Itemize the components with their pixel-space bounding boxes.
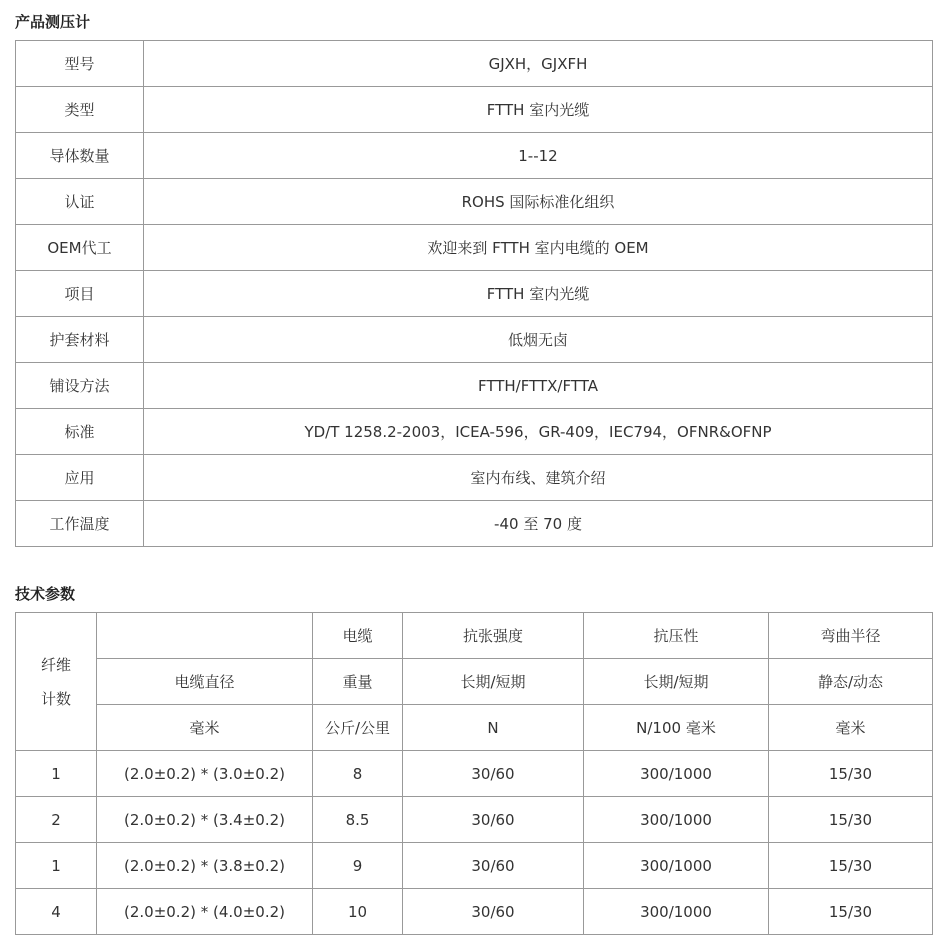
param-row	[16, 843, 933, 889]
spec-row	[16, 179, 933, 225]
param-tensile-cell: 30/60	[403, 889, 584, 935]
spec-row	[16, 271, 933, 317]
spec-label: 导体数量	[16, 133, 144, 179]
spec-label: 工作温度	[16, 501, 144, 547]
tech-params-title: 技术参数	[15, 585, 76, 603]
spec-label: 护套材料	[16, 317, 144, 363]
spec-label: 项目	[16, 271, 144, 317]
param-count-cell: 1	[16, 751, 97, 797]
param-tensile-cell: 30/60	[403, 843, 584, 889]
header-diameter-unit: 毫米	[97, 705, 313, 751]
spec-value: ROHS 国际标准化组织	[144, 179, 933, 225]
param-row	[16, 751, 933, 797]
spec-row	[16, 317, 933, 363]
param-row	[16, 889, 933, 935]
header-row-2	[16, 659, 933, 705]
param-count-cell: 2	[16, 797, 97, 843]
spec-value: 室内布线、建筑介绍	[144, 455, 933, 501]
spec-label: 型号	[16, 41, 144, 87]
header-bend-unit: 毫米	[769, 705, 933, 751]
header-blank	[97, 613, 313, 659]
spec-row	[16, 41, 933, 87]
header-diameter: 电缆直径	[97, 659, 313, 705]
param-crush-cell: 300/1000	[584, 889, 769, 935]
param-bend-cell: 15/30	[769, 797, 933, 843]
param-count-cell: 1	[16, 843, 97, 889]
spec-row	[16, 133, 933, 179]
param-crush-cell: 300/1000	[584, 797, 769, 843]
spec-label: OEM代工	[16, 225, 144, 271]
param-weight-cell: 8	[313, 751, 403, 797]
spec-label: 认证	[16, 179, 144, 225]
param-diameter-cell: (2.0±0.2) * (3.0±0.2)	[97, 751, 313, 797]
param-weight-cell: 10	[313, 889, 403, 935]
param-tensile-cell: 30/60	[403, 751, 584, 797]
param-weight-cell: 9	[313, 843, 403, 889]
param-crush-cell: 300/1000	[584, 843, 769, 889]
spec-row	[16, 501, 933, 547]
spec-value: YD/T 1258.2-2003，ICEA-596，GR-409，IEC794，OFNR&OFNP	[144, 409, 933, 455]
param-diameter-cell: (2.0±0.2) * (3.8±0.2)	[97, 843, 313, 889]
spec-value: FTTH/FTTX/FTTA	[144, 363, 933, 409]
spec-label: 应用	[16, 455, 144, 501]
spec-value: GJXH，GJXFH	[144, 41, 933, 87]
param-diameter-cell: (2.0±0.2) * (4.0±0.2)	[97, 889, 313, 935]
spec-row	[16, 225, 933, 271]
header-tensile-sub: 长期/短期	[403, 659, 584, 705]
spec-label: 铺设方法	[16, 363, 144, 409]
spec-label: 类型	[16, 87, 144, 133]
header-weight-unit: 公斤/公里	[313, 705, 403, 751]
spec-value: FTTH 室内光缆	[144, 271, 933, 317]
param-diameter-cell: (2.0±0.2) * (3.4±0.2)	[97, 797, 313, 843]
header-row-3	[16, 705, 933, 751]
spec-value: 1--12	[144, 133, 933, 179]
param-row	[16, 797, 933, 843]
param-bend-cell: 15/30	[769, 751, 933, 797]
tech-params-table	[15, 612, 933, 935]
spec-value: FTTH 室内光缆	[144, 87, 933, 133]
param-tensile-cell: 30/60	[403, 797, 584, 843]
header-tensile: 抗张强度	[403, 613, 584, 659]
spec-row	[16, 363, 933, 409]
header-weight: 重量	[313, 659, 403, 705]
header-fiber-count: 纤维 计数	[16, 613, 97, 751]
param-bend-cell: 15/30	[769, 889, 933, 935]
header-bend: 弯曲半径	[769, 613, 933, 659]
spec-row	[16, 455, 933, 501]
header-row-1	[16, 613, 933, 659]
header-crush-sub: 长期/短期	[584, 659, 769, 705]
spec-row	[16, 409, 933, 455]
param-count-cell: 4	[16, 889, 97, 935]
spec-value: 低烟无卤	[144, 317, 933, 363]
spec-value: -40 至 70 度	[144, 501, 933, 547]
param-bend-cell: 15/30	[769, 843, 933, 889]
header-cable: 电缆	[313, 613, 403, 659]
spec-label: 标准	[16, 409, 144, 455]
param-crush-cell: 300/1000	[584, 751, 769, 797]
header-crush-unit: N/100 毫米	[584, 705, 769, 751]
spec-value: 欢迎来到 FTTH 室内电缆的 OEM	[144, 225, 933, 271]
header-crush: 抗压性	[584, 613, 769, 659]
product-spec-table	[15, 40, 933, 547]
product-spec-title: 产品测压计	[15, 13, 91, 31]
header-bend-sub: 静态/动态	[769, 659, 933, 705]
spec-row	[16, 87, 933, 133]
header-tensile-unit: N	[403, 705, 584, 751]
param-weight-cell: 8.5	[313, 797, 403, 843]
